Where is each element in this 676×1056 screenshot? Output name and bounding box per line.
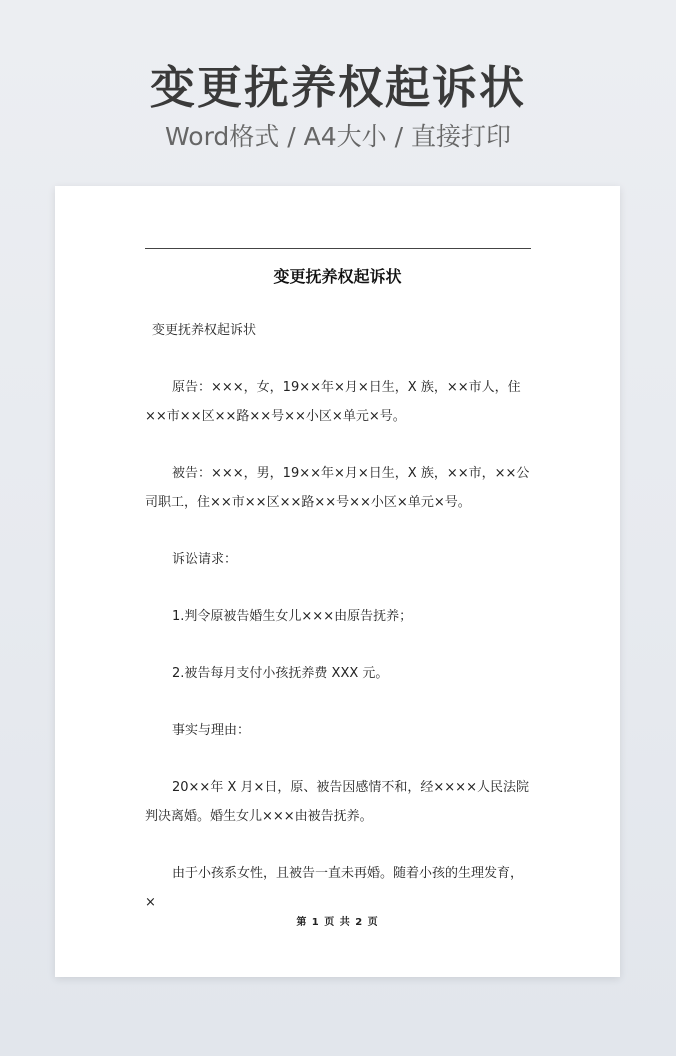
- page-footer: 第 1 页 共 2 页: [296, 917, 379, 928]
- document-page: [55, 186, 620, 977]
- paragraph-claim-1: 1.判令原被告婚生女儿×××由原告抚养；: [172, 609, 413, 624]
- document-body: [145, 316, 531, 945]
- document-title: 变更抚养权起诉状: [273, 267, 402, 286]
- paragraph-claim-2: 2.被告每月支付小孩抚养费 XXX 元。: [172, 666, 389, 681]
- header-banner: [0, 58, 676, 154]
- banner-title: 变更抚养权起诉状: [149, 61, 526, 114]
- paragraph-facts-heading: 事实与理由：: [172, 723, 251, 738]
- paragraph-claims-heading: 诉讼请求：: [172, 552, 238, 567]
- document-heading-line: 变更抚养权起诉状: [152, 323, 257, 338]
- banner-subtitle: Word格式 / A4大小 / 直接打印: [165, 122, 511, 151]
- paragraph-defendant: 被告：×××，男，19××年×月×日生，X 族，××市，××公司职工，住××市××区××路××号××小区×单元×号。: [145, 466, 530, 510]
- paragraph-facts-2: 由于小孩系女性，且被告一直未再婚。随着小孩的生理发育，×: [145, 866, 524, 910]
- paragraph-plaintiff: 原告：×××，女，19××年×月×日生，X 族，××市人，住××市××区××路××号××小区×单元×号。: [145, 380, 521, 424]
- header-rule: [145, 248, 531, 249]
- paragraph-facts-1: 20××年 X 月×日，原、被告因感情不和，经××××人民法院判决离婚。婚生女儿×××由被告抚养。: [145, 780, 529, 824]
